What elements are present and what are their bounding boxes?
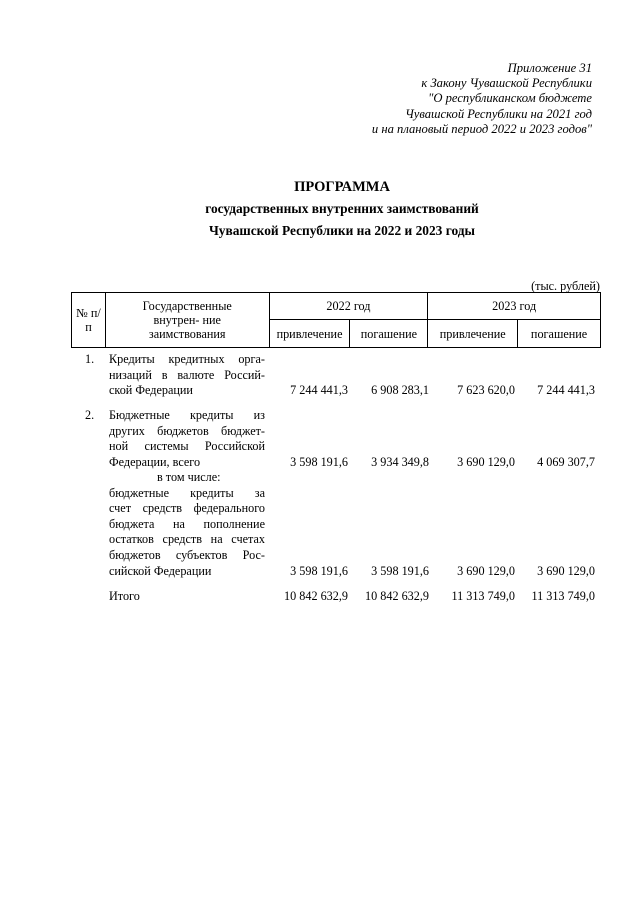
value-2023-repay: 4 069 307,7 (537, 455, 595, 469)
document-subtitle: Чувашской Республики на 2022 и 2023 годы (208, 223, 475, 238)
table-row (0, 470, 640, 580)
row-number: 1. (85, 352, 95, 366)
appendix-line: "О республиканском бюджете (428, 91, 592, 106)
value-2022-repay: 3 934 349,8 (371, 455, 429, 469)
table-row-total (0, 589, 640, 607)
value-2023-attract: 7 623 620,0 (457, 383, 515, 397)
total-label: Итого (109, 589, 140, 603)
appendix-line: Приложение 31 (507, 61, 592, 75)
table-header (71, 292, 601, 348)
row-description (109, 352, 265, 399)
value-2023-repay: 7 244 441,3 (537, 383, 595, 397)
value-2022-attract: 10 842 632,9 (284, 589, 348, 603)
row-text-line: остатков средств на счетах (109, 532, 265, 547)
appendix-line: Чувашской Республики на 2021 год (405, 106, 592, 121)
header-year-2022: 2022 год (269, 293, 428, 320)
value-2023-attract: 11 313 749,0 (451, 589, 515, 603)
row-text-line: других бюджетов бюджет- (109, 423, 265, 438)
row-description (109, 408, 265, 470)
appendix-block (300, 61, 592, 137)
value-2022-attract: 3 598 191,6 (290, 564, 348, 578)
row-text-line: счет средств федерального (109, 501, 265, 516)
value-2023-attract: 3 690 129,0 (457, 564, 515, 578)
row-text-line: Федерации, всего (109, 454, 201, 469)
value-2022-repay: 6 908 283,1 (371, 383, 429, 397)
row-text-line: ской Федерации (109, 383, 193, 398)
row-subheading: в том числе: (157, 470, 221, 484)
row-description (109, 470, 265, 579)
appendix-line: к Закону Чувашской Республики (421, 76, 592, 91)
row-text-line: Бюджетные кредиты из (109, 408, 265, 422)
value-2022-attract: 3 598 191,6 (290, 455, 348, 469)
value-2023-repay: 3 690 129,0 (537, 564, 595, 578)
value-2022-attract: 7 244 441,3 (290, 383, 348, 397)
row-text-line: ной системы Российской (109, 439, 265, 454)
header-attract: привлечение (269, 320, 350, 348)
row-text-line: бюджета на пополнение (109, 516, 265, 531)
value-2022-repay: 3 598 191,6 (371, 564, 429, 578)
row-text-line: сийской Федерации (109, 563, 212, 578)
value-2022-repay: 10 842 632,9 (365, 589, 429, 603)
header-repay: погашение (350, 320, 428, 348)
document-heading (120, 176, 564, 242)
row-text-line: Кредиты кредитных орга- (109, 352, 265, 366)
row-text-line: бюджетные кредиты за (109, 485, 265, 500)
header-name: Государственные внутрен- ние заимствования (105, 293, 269, 348)
document-subtitle: государственных внутренних заимствований (205, 201, 479, 216)
header-repay: погашение (518, 320, 601, 348)
appendix-line: и на плановый период 2022 и 2023 годов" (371, 121, 592, 136)
units-note: (тыс. рублей) (531, 279, 600, 293)
header-number: № п/п (72, 293, 106, 348)
header-year-2023: 2023 год (428, 293, 601, 320)
value-2023-repay: 11 313 749,0 (531, 589, 595, 603)
document-title: ПРОГРАММА (294, 179, 390, 195)
header-attract: привлечение (428, 320, 518, 348)
row-text-line: бюджетов субъектов Рос- (109, 547, 265, 562)
value-2023-attract: 3 690 129,0 (457, 455, 515, 469)
table-row (0, 352, 640, 402)
row-number: 2. (85, 408, 95, 422)
row-text-line: низаций в валюте Россий- (109, 367, 265, 382)
